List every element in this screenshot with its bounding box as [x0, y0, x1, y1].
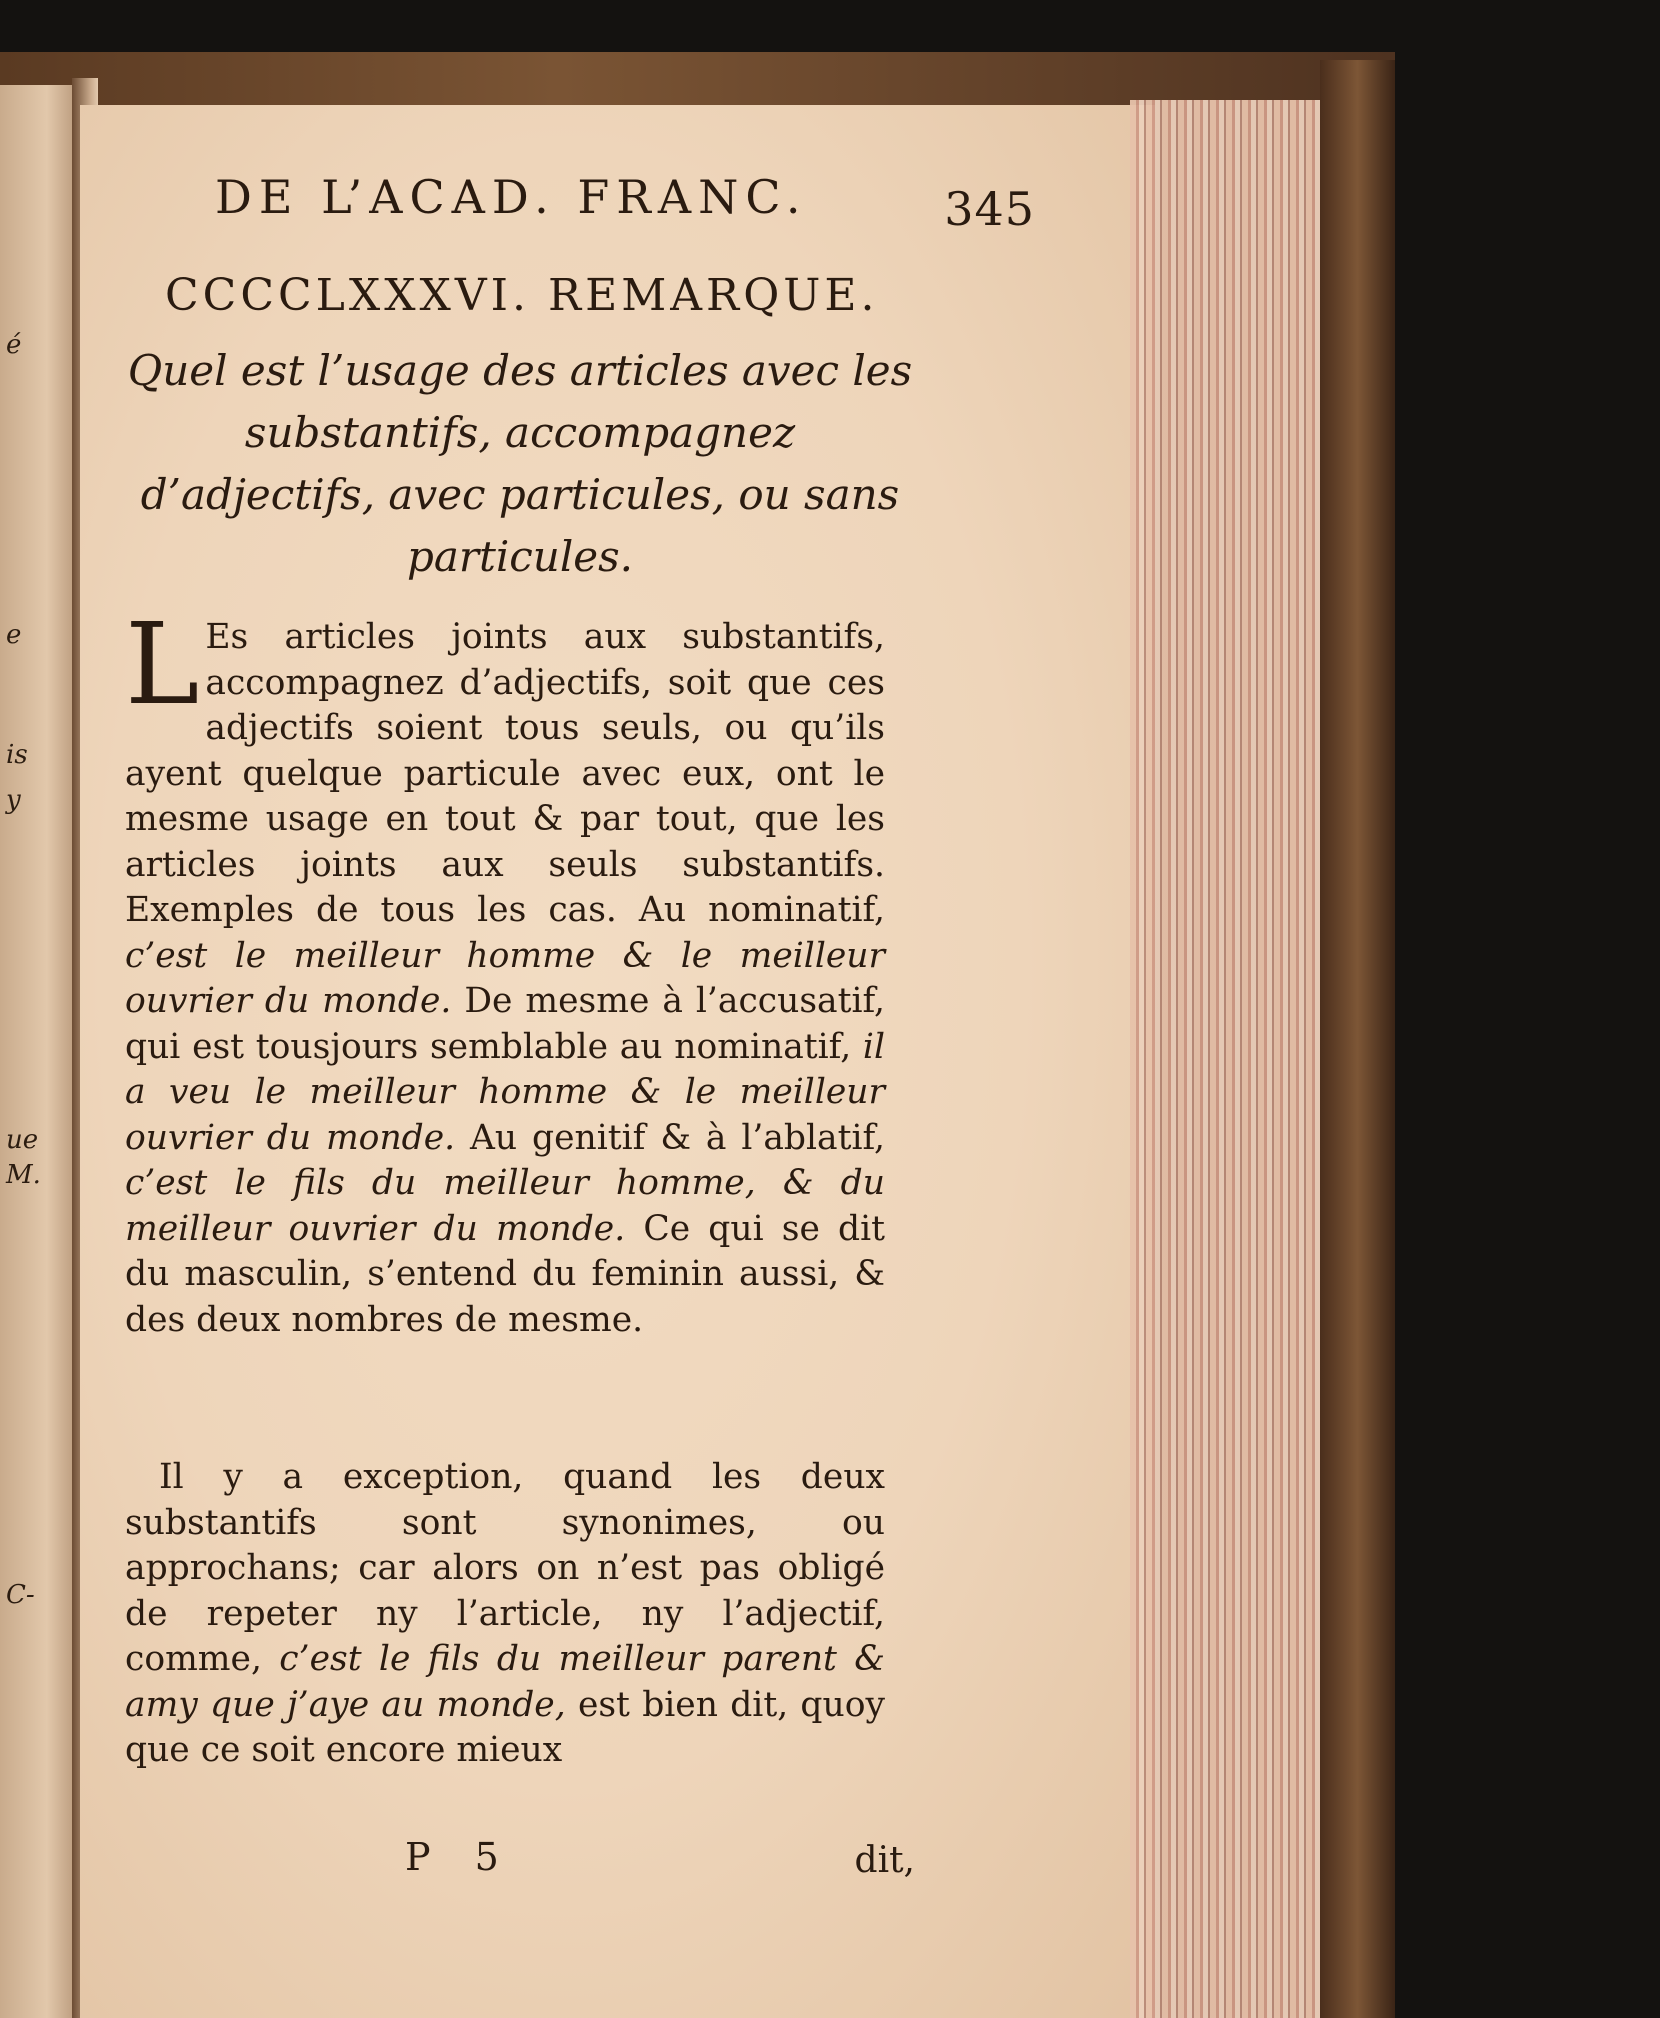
segment: Es articles joints aux substantifs, accompagnez d’adjectifs, soit que ces adjectifs soient tous seuls, ou qu’ils ayent quelque particule avec eux, ont le mesme usage en tout & par tout, que les articles joints aux seuls substantifs. Exemples de tous les cas. Au nominatif,: [125, 617, 885, 930]
segment-italic: c’est le fils du meilleur parent & amy que j’aye au monde,: [125, 1639, 886, 1725]
fragment: e: [6, 620, 22, 650]
paragraph-1: [125, 600, 886, 1343]
page-number: 345: [944, 182, 1035, 236]
segment: est bien dit, quoy que ce soit encore mieux: [125, 1684, 885, 1770]
drop-cap: L: [125, 600, 200, 730]
segment: Ce qui se dit du masculin, s’entend du feminin aussi, & des deux nombres de mesme.: [125, 1208, 886, 1340]
catchword: dit,: [854, 1840, 915, 1881]
cover-edge: [1320, 60, 1395, 2018]
segment-italic: c’est le meilleur homme & le meilleur ouvrier du monde.: [125, 935, 885, 1021]
signature-mark: P 5: [405, 1835, 515, 1879]
paragraph-2: [125, 1455, 885, 1774]
fragment: M.: [6, 1160, 41, 1190]
segment: Il y a exception, quand les deux substantifs sont synonimes, ou approchans; car alors on n’est pas obligé de repeter ny l’article, ny l’adjectif, comme,: [125, 1457, 885, 1679]
remark-heading: CCCCLXXXVI. REMARQUE.: [165, 270, 879, 321]
running-head-title: DE L’ACAD. FRANC.: [215, 170, 808, 224]
segment: De mesme à l’accusatif, qui est tousjours semblable au nominatif,: [125, 981, 886, 1067]
fragment: is: [6, 740, 28, 770]
fragment: y: [6, 785, 21, 815]
fragment: ue: [6, 1125, 39, 1155]
segment: Au genitif & à l’ablatif,: [455, 1117, 885, 1158]
fragment: é: [6, 330, 22, 360]
facing-page-edge: [0, 85, 78, 2018]
page-edges: [1130, 100, 1325, 2018]
running-head: [215, 170, 1035, 236]
facing-page-text-fragments: [6, 85, 76, 2018]
question-heading: Quel est l’usage des articles avec les substantifs, accompagnez d’adjectifs, avec particules, ou sans particules.: [127, 346, 913, 581]
segment-italic: il a veu le meilleur homme & le meilleur ouvrier du monde.: [125, 1026, 885, 1158]
segment-italic: c’est le fils du meilleur homme, & du meilleur ouvrier du monde.: [125, 1163, 885, 1249]
fragment: C-: [6, 1580, 35, 1610]
